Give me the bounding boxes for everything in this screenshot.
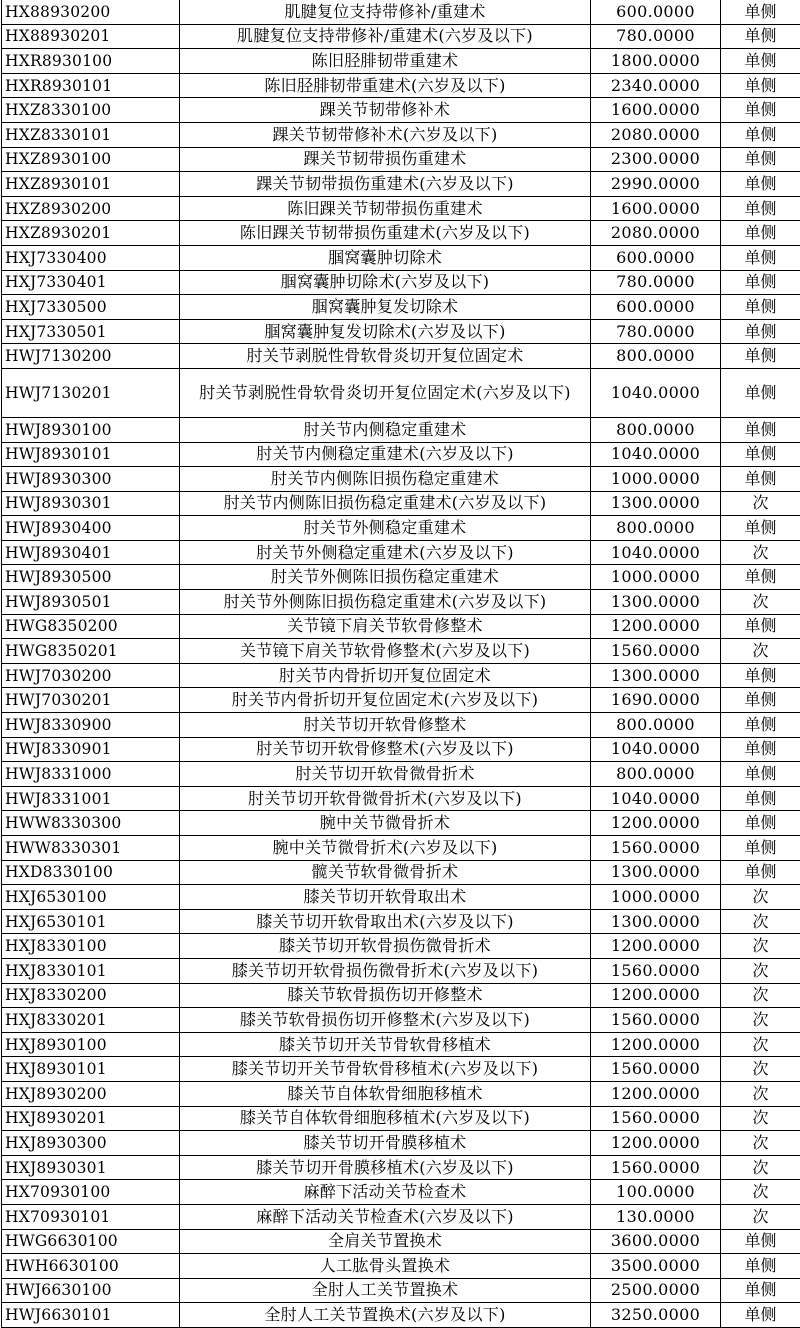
item-price-cell: 1000.0000 [591,565,721,590]
item-name-cell: 腘窝囊肿复发切除术(六岁及以下) [180,319,591,344]
table-row [2,1131,800,1156]
item-name-cell: 膝关节软骨损伤切开修整术 [180,983,591,1008]
item-code-cell: HWJ7030200 [2,663,180,688]
item-name-cell: 肘关节外侧陈旧损伤稳定重建术 [180,565,591,590]
item-price-cell: 780.0000 [591,319,721,344]
item-unit-cell: 次 [721,909,800,934]
item-code-cell: HWG8350200 [2,614,180,639]
item-name-cell: 陈旧胫腓韧带重建术 [180,49,591,74]
item-unit-cell: 次 [721,1106,800,1131]
item-price-cell: 1040.0000 [591,368,721,417]
table-row [2,1180,800,1205]
item-name-cell: 膝关节软骨损伤切开修整术(六岁及以下) [180,1008,591,1033]
item-price-cell: 100.0000 [591,1180,721,1205]
item-price-cell: 1300.0000 [591,590,721,615]
item-code-cell: HWJ8930500 [2,565,180,590]
item-code-cell: HXZ8930201 [2,221,180,246]
item-price-cell: 1560.0000 [591,1106,721,1131]
item-name-cell: 肘关节内侧稳定重建术(六岁及以下) [180,442,591,467]
item-name-cell: 肘关节外侧稳定重建术(六岁及以下) [180,540,591,565]
table-row [2,1106,800,1131]
item-price-cell: 1690.0000 [591,688,721,713]
table-row [2,614,800,639]
item-price-cell: 1300.0000 [591,491,721,516]
item-code-cell: HWJ8930400 [2,516,180,541]
item-name-cell: 肘关节切开软骨修整术 [180,713,591,738]
item-name-cell: 肘关节外侧稳定重建术 [180,516,591,541]
item-code-cell: HX88930200 [2,0,180,24]
table-row [2,417,800,442]
item-name-cell: 膝关节切开软骨取出术 [180,885,591,910]
item-unit-cell: 次 [721,491,800,516]
item-price-cell: 2300.0000 [591,147,721,172]
item-code-cell: HWJ8330901 [2,737,180,762]
item-code-cell: HXR8930100 [2,49,180,74]
item-name-cell: 膝关节自体软骨细胞移植术 [180,1081,591,1106]
table-row [2,24,800,49]
item-price-cell: 1560.0000 [591,836,721,861]
item-price-cell: 600.0000 [591,245,721,270]
item-price-cell: 1200.0000 [591,934,721,959]
item-name-cell: 腘窝囊肿切除术(六岁及以下) [180,270,591,295]
item-unit-cell: 次 [721,983,800,1008]
item-price-cell: 800.0000 [591,344,721,369]
table-row [2,516,800,541]
item-name-cell: 全肘人工关节置换术(六岁及以下) [180,1303,591,1328]
item-price-cell: 1600.0000 [591,196,721,221]
item-unit-cell: 次 [721,1131,800,1156]
item-unit-cell: 次 [721,1180,800,1205]
item-price-cell: 1560.0000 [591,958,721,983]
item-code-cell: HWJ7030201 [2,688,180,713]
item-name-cell: 肌腱复位支持带修补/重建术 [180,0,591,24]
item-price-cell: 600.0000 [591,0,721,24]
item-name-cell: 肘关节内侧稳定重建术 [180,417,591,442]
item-code-cell: HWJ8930401 [2,540,180,565]
item-code-cell: HXJ8930301 [2,1155,180,1180]
table-row [2,786,800,811]
item-price-cell: 2080.0000 [591,221,721,246]
item-code-cell: HXJ8330101 [2,958,180,983]
item-unit-cell: 单侧 [721,49,800,74]
item-name-cell: 全肩关节置换术 [180,1229,591,1254]
item-code-cell: HX70930101 [2,1204,180,1229]
item-unit-cell: 单侧 [721,713,800,738]
item-name-cell: 陈旧踝关节韧带损伤重建术 [180,196,591,221]
item-unit-cell: 单侧 [721,1254,800,1279]
table-row [2,909,800,934]
item-name-cell: 肘关节切开软骨修整术(六岁及以下) [180,737,591,762]
item-name-cell: 膝关节切开软骨损伤微骨折术(六岁及以下) [180,958,591,983]
item-code-cell: HWW8330300 [2,811,180,836]
table-row [2,122,800,147]
item-code-cell: HWJ6630101 [2,1303,180,1328]
item-name-cell: 关节镜下肩关节软骨修整术(六岁及以下) [180,639,591,664]
item-unit-cell: 次 [721,1057,800,1082]
item-name-cell: 肘关节内侧陈旧损伤稳定重建术(六岁及以下) [180,491,591,516]
item-code-cell: HWJ8330900 [2,713,180,738]
item-price-cell: 1000.0000 [591,467,721,492]
table-row [2,319,800,344]
item-unit-cell: 单侧 [721,221,800,246]
item-price-cell: 1000.0000 [591,885,721,910]
item-unit-cell: 单侧 [721,762,800,787]
item-unit-cell: 单侧 [721,811,800,836]
item-name-cell: 肘关节切开软骨微骨折术(六岁及以下) [180,786,591,811]
table-row [2,147,800,172]
item-unit-cell: 单侧 [721,442,800,467]
item-unit-cell: 单侧 [721,245,800,270]
table-row [2,467,800,492]
item-unit-cell: 单侧 [721,196,800,221]
item-price-cell: 1800.0000 [591,49,721,74]
item-unit-cell: 单侧 [721,786,800,811]
item-price-cell: 1040.0000 [591,442,721,467]
table-row [2,221,800,246]
table-row [2,1229,800,1254]
table-row [2,885,800,910]
table-row [2,245,800,270]
item-price-cell: 600.0000 [591,295,721,320]
item-code-cell: HXJ8930101 [2,1057,180,1082]
item-unit-cell: 次 [721,540,800,565]
item-code-cell: HXJ6530100 [2,885,180,910]
item-price-cell: 1300.0000 [591,663,721,688]
item-code-cell: HXJ8930200 [2,1081,180,1106]
item-name-cell: 踝关节韧带修补术(六岁及以下) [180,122,591,147]
table-row [2,1057,800,1082]
item-price-cell: 800.0000 [591,417,721,442]
table-row [2,1008,800,1033]
item-name-cell: 膝关节切开骨膜移植术 [180,1131,591,1156]
item-price-cell: 1560.0000 [591,1008,721,1033]
item-name-cell: 肘关节外侧陈旧损伤稳定重建术(六岁及以下) [180,590,591,615]
item-price-cell: 780.0000 [591,270,721,295]
price-table [1,0,800,1328]
item-unit-cell: 单侧 [721,147,800,172]
item-code-cell: HXD8330100 [2,860,180,885]
item-name-cell: 陈旧胫腓韧带重建术(六岁及以下) [180,73,591,98]
item-price-cell: 3250.0000 [591,1303,721,1328]
item-price-cell: 2340.0000 [591,73,721,98]
item-unit-cell: 单侧 [721,1278,800,1303]
item-price-cell: 1200.0000 [591,614,721,639]
item-unit-cell: 单侧 [721,663,800,688]
item-name-cell: 肘关节内侧陈旧损伤稳定重建术 [180,467,591,492]
item-code-cell: HXJ8330201 [2,1008,180,1033]
table-row [2,860,800,885]
item-price-cell: 800.0000 [591,516,721,541]
item-code-cell: HXR8930101 [2,73,180,98]
item-unit-cell: 次 [721,1032,800,1057]
item-price-cell: 1200.0000 [591,1032,721,1057]
item-code-cell: HWJ8930301 [2,491,180,516]
item-name-cell: 膝关节切开关节骨软骨移植术 [180,1032,591,1057]
item-code-cell: HWJ8930501 [2,590,180,615]
table-row [2,1303,800,1328]
item-code-cell: HXJ8330100 [2,934,180,959]
item-price-cell: 1040.0000 [591,540,721,565]
item-code-cell: HX88930201 [2,24,180,49]
table-row [2,1155,800,1180]
item-code-cell: HXJ8930100 [2,1032,180,1057]
item-unit-cell: 单侧 [721,98,800,123]
table-row [2,442,800,467]
table-row [2,1032,800,1057]
item-price-cell: 800.0000 [591,713,721,738]
item-code-cell: HXJ7330500 [2,295,180,320]
item-name-cell: 膝关节切开骨膜移植术(六岁及以下) [180,1155,591,1180]
table-row [2,590,800,615]
item-name-cell: 腘窝囊肿切除术 [180,245,591,270]
item-unit-cell: 单侧 [721,295,800,320]
table-row [2,762,800,787]
item-unit-cell: 次 [721,958,800,983]
table-row [2,663,800,688]
item-name-cell: 肘关节剥脱性骨软骨炎切开复位固定术 [180,344,591,369]
item-code-cell: HWW8330301 [2,836,180,861]
item-price-cell: 1200.0000 [591,1081,721,1106]
item-unit-cell: 单侧 [721,614,800,639]
item-unit-cell: 单侧 [721,368,800,417]
item-code-cell: HWJ6630100 [2,1278,180,1303]
table-row [2,344,800,369]
item-code-cell: HWJ8331000 [2,762,180,787]
table-row [2,196,800,221]
item-price-cell: 1600.0000 [591,98,721,123]
item-name-cell: 陈旧踝关节韧带损伤重建术(六岁及以下) [180,221,591,246]
item-price-cell: 800.0000 [591,762,721,787]
item-unit-cell: 单侧 [721,344,800,369]
item-unit-cell: 单侧 [721,122,800,147]
table-row [2,491,800,516]
table-row [2,172,800,197]
item-unit-cell: 单侧 [721,565,800,590]
item-price-cell: 1560.0000 [591,1155,721,1180]
item-code-cell: HXJ8930300 [2,1131,180,1156]
item-name-cell: 腕中关节微骨折术 [180,811,591,836]
table-row [2,934,800,959]
table-row [2,565,800,590]
item-unit-cell: 单侧 [721,860,800,885]
item-code-cell: HWJ8930300 [2,467,180,492]
item-name-cell: 全肘人工关节置换术 [180,1278,591,1303]
item-code-cell: HXJ8330200 [2,983,180,1008]
item-unit-cell: 单侧 [721,73,800,98]
item-price-cell: 1300.0000 [591,909,721,934]
table-row [2,1254,800,1279]
item-price-cell: 1300.0000 [591,860,721,885]
table-row [2,983,800,1008]
item-unit-cell: 单侧 [721,836,800,861]
item-price-cell: 130.0000 [591,1204,721,1229]
item-price-cell: 1560.0000 [591,639,721,664]
item-code-cell: HXZ8930101 [2,172,180,197]
table-row [2,49,800,74]
item-code-cell: HX70930100 [2,1180,180,1205]
table-row [2,540,800,565]
item-code-cell: HXJ7330401 [2,270,180,295]
table-row [2,368,800,417]
item-code-cell: HXJ6530101 [2,909,180,934]
item-unit-cell: 单侧 [721,737,800,762]
item-price-cell: 1200.0000 [591,983,721,1008]
item-unit-cell: 单侧 [721,467,800,492]
item-unit-cell: 单侧 [721,1303,800,1328]
item-unit-cell: 次 [721,885,800,910]
item-price-cell: 2990.0000 [591,172,721,197]
item-unit-cell: 次 [721,934,800,959]
item-price-cell: 1200.0000 [591,811,721,836]
item-code-cell: HWJ7130200 [2,344,180,369]
item-code-cell: HWJ8331001 [2,786,180,811]
item-name-cell: 麻醉下活动关节检查术 [180,1180,591,1205]
item-name-cell: 踝关节韧带修补术 [180,98,591,123]
table-row [2,98,800,123]
item-name-cell: 人工肱骨头置换术 [180,1254,591,1279]
item-name-cell: 膝关节切开关节骨软骨移植术(六岁及以下) [180,1057,591,1082]
item-price-cell: 3500.0000 [591,1254,721,1279]
item-price-cell: 1040.0000 [591,737,721,762]
item-name-cell: 踝关节韧带损伤重建术 [180,147,591,172]
item-unit-cell: 次 [721,1155,800,1180]
item-code-cell: HXJ7330400 [2,245,180,270]
item-price-cell: 1040.0000 [591,786,721,811]
item-code-cell: HXZ8930200 [2,196,180,221]
item-code-cell: HWJ8930101 [2,442,180,467]
item-code-cell: HXJ7330501 [2,319,180,344]
item-unit-cell: 次 [721,590,800,615]
item-code-cell: HWG8350201 [2,639,180,664]
item-unit-cell: 单侧 [721,270,800,295]
item-name-cell: 麻醉下活动关节检查术(六岁及以下) [180,1204,591,1229]
table-row [2,1204,800,1229]
item-code-cell: HWH6630100 [2,1254,180,1279]
table-row [2,836,800,861]
table-row [2,73,800,98]
item-name-cell: 髋关节软骨微骨折术 [180,860,591,885]
item-code-cell: HWJ7130201 [2,368,180,417]
item-price-cell: 3600.0000 [591,1229,721,1254]
item-name-cell: 肘关节内骨折切开复位固定术(六岁及以下) [180,688,591,713]
item-name-cell: 踝关节韧带损伤重建术(六岁及以下) [180,172,591,197]
table-row [2,639,800,664]
table-row [2,0,800,24]
item-name-cell: 腘窝囊肿复发切除术 [180,295,591,320]
table-row [2,958,800,983]
item-unit-cell: 次 [721,1008,800,1033]
table-row [2,688,800,713]
item-name-cell: 肌腱复位支持带修补/重建术(六岁及以下) [180,24,591,49]
item-unit-cell: 单侧 [721,688,800,713]
item-name-cell: 肘关节切开软骨微骨折术 [180,762,591,787]
table-row [2,1278,800,1303]
item-unit-cell: 单侧 [721,417,800,442]
item-unit-cell: 单侧 [721,172,800,197]
table-row [2,713,800,738]
item-price-cell: 2080.0000 [591,122,721,147]
item-unit-cell: 次 [721,1081,800,1106]
table-row [2,1081,800,1106]
item-price-cell: 780.0000 [591,24,721,49]
item-code-cell: HXZ8330100 [2,98,180,123]
item-name-cell: 关节镜下肩关节软骨修整术 [180,614,591,639]
item-code-cell: HXJ8930201 [2,1106,180,1131]
table-row [2,811,800,836]
item-unit-cell: 单侧 [721,319,800,344]
item-name-cell: 膝关节切开软骨取出术(六岁及以下) [180,909,591,934]
item-unit-cell: 次 [721,1204,800,1229]
item-name-cell: 肘关节剥脱性骨软骨炎切开复位固定术(六岁及以下) [180,368,591,417]
table-row [2,737,800,762]
table-row [2,270,800,295]
price-table-body [2,0,800,1327]
table-row [2,295,800,320]
item-price-cell: 2500.0000 [591,1278,721,1303]
item-name-cell: 膝关节自体软骨细胞移植术(六岁及以下) [180,1106,591,1131]
item-name-cell: 腕中关节微骨折术(六岁及以下) [180,836,591,861]
item-price-cell: 1200.0000 [591,1131,721,1156]
item-unit-cell: 次 [721,639,800,664]
item-price-cell: 1560.0000 [591,1057,721,1082]
item-unit-cell: 单侧 [721,1229,800,1254]
item-name-cell: 膝关节切开软骨损伤微骨折术 [180,934,591,959]
item-unit-cell: 单侧 [721,516,800,541]
item-code-cell: HWJ8930100 [2,417,180,442]
item-code-cell: HXZ8330101 [2,122,180,147]
item-code-cell: HWG6630100 [2,1229,180,1254]
item-name-cell: 肘关节内骨折切开复位固定术 [180,663,591,688]
item-code-cell: HXZ8930100 [2,147,180,172]
item-unit-cell: 单侧 [721,24,800,49]
item-unit-cell: 单侧 [721,0,800,24]
